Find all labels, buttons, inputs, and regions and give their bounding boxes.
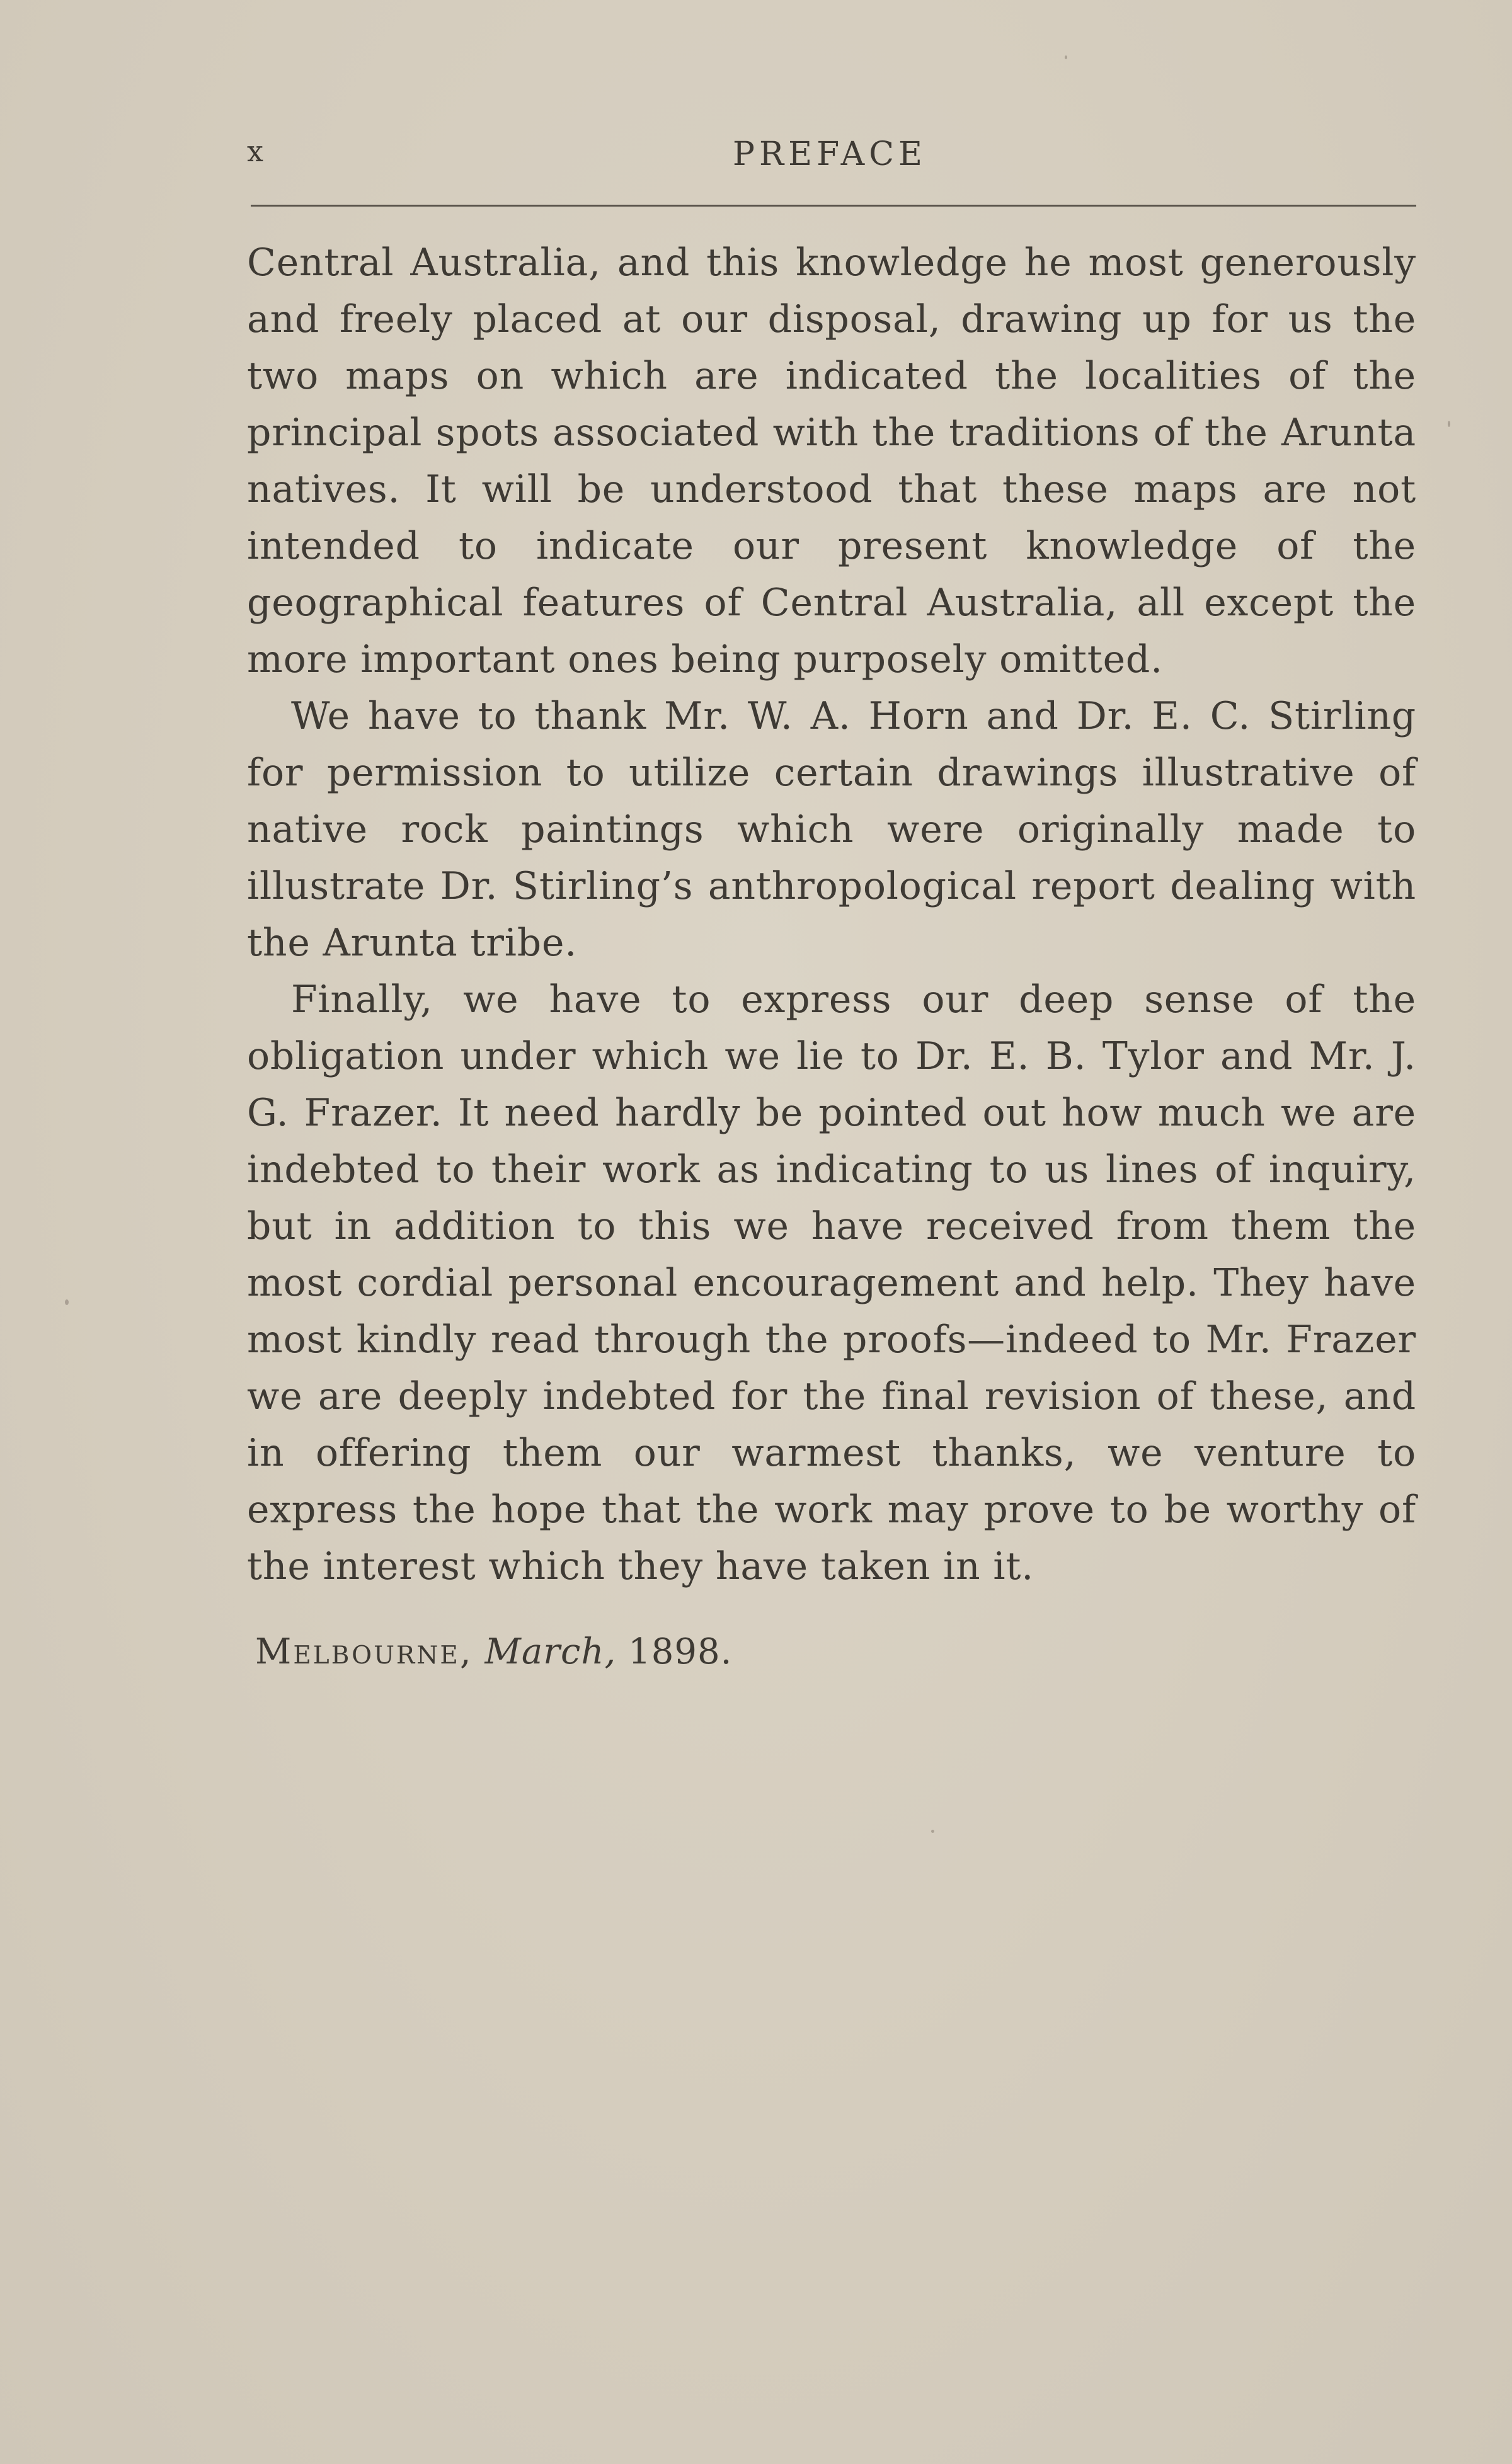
paper-speck (65, 1299, 69, 1305)
page-number: x (247, 134, 265, 168)
page-title: PREFACE (733, 135, 927, 173)
paper-speck (1065, 55, 1067, 59)
body-text (247, 234, 1416, 1595)
paragraph-continuation: Central Australia, and this knowledge he most generously and freely placed at our disposal, drawing up for us the two maps on which are indicated the localities of the principal spots associated with the traditions of the Arunta natives. It will be understood that these maps are not intended to indicate our present knowledge of the geographical features of Central Australia, all except the more important ones being purposely omitted. (247, 241, 1416, 682)
paragraph-final-thanks: Finally, we have to express our deep sense of the obligation under which we lie to Dr. E. B. Tylor and Mr. J. G. Frazer. It need hardly be pointed out how much we are indebted to their work as indicating to us lines of inquiry, but in addition to this we have received from them the most cordial personal encouragement and help. They have most kindly read through the proofs—indeed to Mr. Frazer we are deeply indebted for the final revision of these, and in offering them our warmest thanks, we venture to express the hope that the work may prove to be worthy of the interest which they have taken in it. (247, 978, 1416, 1588)
paper-speck (1448, 421, 1450, 427)
paper-speck (931, 1830, 934, 1833)
signature-year: 1898. (628, 1631, 733, 1672)
signature-line (255, 1631, 732, 1672)
header-rule (251, 205, 1416, 207)
signature-month: March, (484, 1631, 617, 1672)
running-head (247, 129, 1412, 180)
signature-city: Melbourne, (255, 1631, 473, 1672)
paragraph-acknowledgement: We have to thank Mr. W. A. Horn and Dr. E. C. Stirling for permission to utilize certain drawings illustrative of native rock paintings which were originally made to illustrate Dr. Stirling’s anthropological report dealing with the Arunta tribe. (247, 694, 1416, 965)
